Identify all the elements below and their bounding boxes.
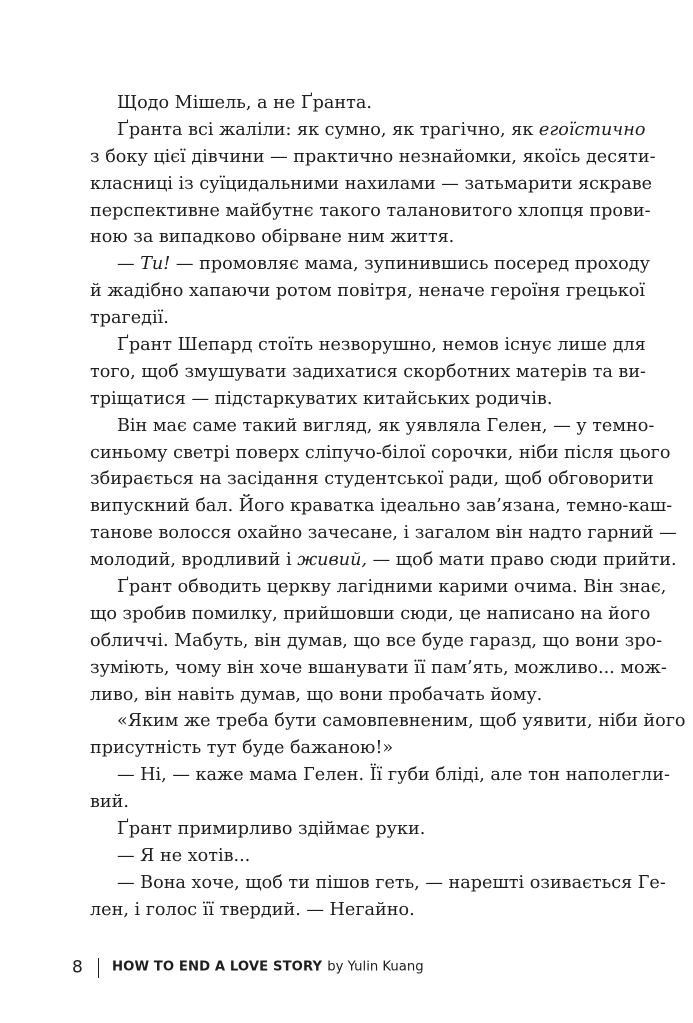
text-line: з боку цієї дівчини — практично незнайомки, якоїсь десяти- <box>90 146 656 167</box>
text-line: танове волосся охайно зачесане, і загалом він надто гарний — <box>90 523 677 544</box>
text-line: трагедії. <box>90 308 169 329</box>
text-line: тріщатися — підстаркуватих китайських родичів. <box>90 388 553 409</box>
text-line: й жадібно хапаючи ротом повітря, неначе героїня грецької <box>90 281 645 302</box>
text-line: Ґрант обводить церкву лагідними карими очима. Він знає, <box>117 577 667 598</box>
text-line: «Яким же треба бути самовпевненим, щоб уявити, ніби його <box>117 711 686 732</box>
text-line: обличчі. Мабуть, він думав, що все буде гаразд, що вони зро- <box>90 630 663 651</box>
text-line: — Я не хотів... <box>117 845 251 866</box>
text-line: — Ні, — каже мама Гелен. Її губи бліді, але тон наполегли- <box>117 765 670 786</box>
text-line: того, щоб змушувати задихатися скорботних матерів та ви- <box>90 361 646 382</box>
text-line: класниці із суїцидальними нахилами — затьмарити яскраве <box>90 173 653 194</box>
text-line: Ґранта всі жаліли: як сумно, як трагічно, як егоїстично <box>117 119 646 140</box>
text-line: збирається на засідання студентської ради, щоб обговорити <box>90 469 654 490</box>
text-line: Ґрант примирливо здіймає руки. <box>117 819 426 840</box>
text-line: — Ти! — промовляє мама, зупинившись посеред проходу <box>117 254 650 275</box>
running-book-title: HOW TO END A LOVE STORY <box>112 959 323 975</box>
text-line: синьому светрі поверх сліпучо-білої сорочки, ніби після цього <box>90 442 671 463</box>
text-line: Ґрант Шепард стоїть незворушно, немов існує лише для <box>117 335 646 356</box>
emphasis: живий, <box>297 550 368 571</box>
text-line: — Вона хоче, щоб ти пішов геть, — нарешті озивається Ге- <box>117 872 666 893</box>
footer-divider <box>98 958 99 978</box>
text-line: Він має саме такий вигляд, як уявляла Гелен, — у темно- <box>117 415 655 436</box>
page-footer <box>72 956 424 978</box>
text-line: ною за випадково обірване ним життя. <box>90 227 455 248</box>
text-line: перспективне майбутнє такого талановитого хлопця прови- <box>90 200 651 221</box>
page-number: 8 <box>72 957 83 978</box>
emphasis: егоїстично <box>538 119 646 140</box>
text-line: ливо, він навіть думав, що вони пробачать йому. <box>90 684 543 705</box>
text-line: Щодо Мішель, а не Ґранта. <box>117 93 372 113</box>
text-line: зуміють, чому він хоче вшанувати її пам’ять, можливо... мож- <box>90 657 667 678</box>
text-line: лен, і голос її твердий. — Негайно. <box>90 899 415 920</box>
text-line: молодий, вродливий і живий, — щоб мати право сюди прийти. <box>90 550 677 571</box>
text-line: вий. <box>90 792 129 813</box>
running-author: by Yulin Kuang <box>327 959 424 975</box>
body-text <box>90 90 686 924</box>
text-line: що зробив помилку, прийшовши сюди, це написано на його <box>90 603 651 624</box>
text-line: присутність тут буде бажаною!» <box>90 738 394 759</box>
text-line: випускний бал. Його краватка ідеально зав’язана, темно-каш- <box>90 496 673 517</box>
emphasis: Ти! <box>140 254 171 275</box>
